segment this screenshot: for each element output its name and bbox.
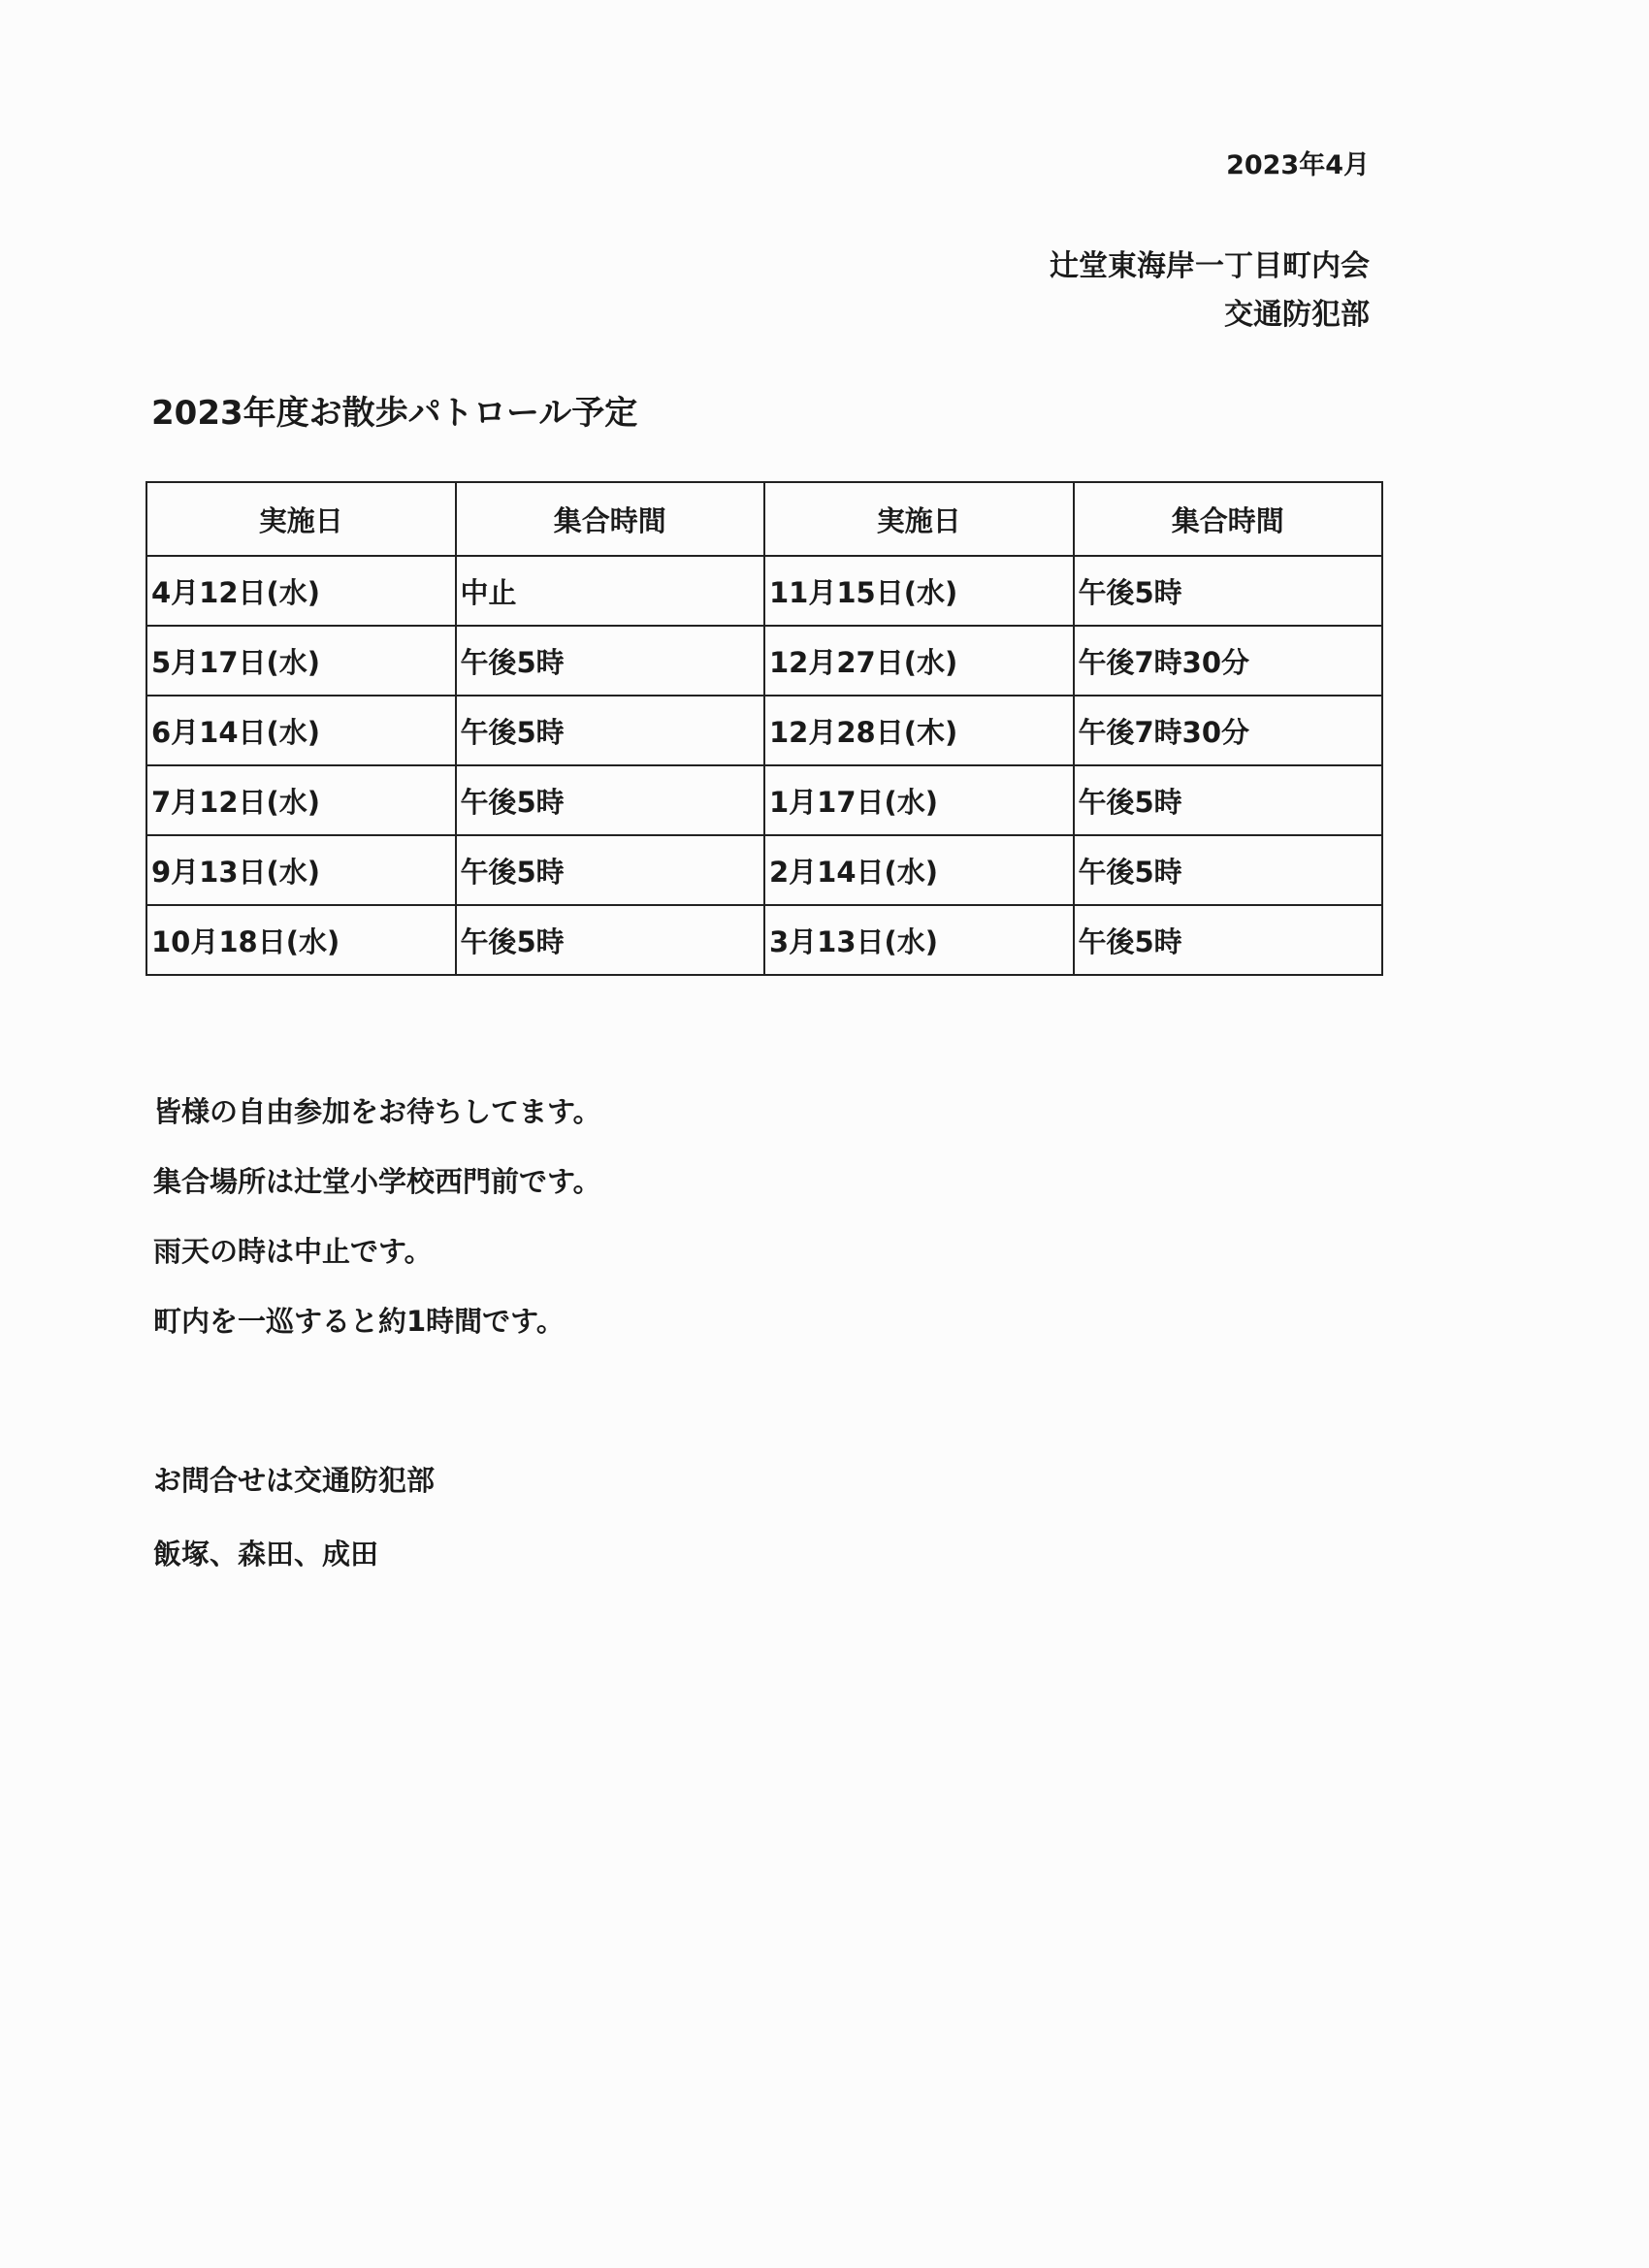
contact-line: お問合せは交通防犯部 [153,1464,436,1497]
table-row [146,835,1382,905]
table-row [146,696,1382,765]
table-header-row [146,482,1382,556]
table-cell: 2月14日(水) [764,835,1074,905]
header-date-2: 実施日 [764,482,1074,556]
table-cell: 9月13日(水) [146,835,456,905]
table-cell: 6月14日(水) [146,696,456,765]
table-row [146,556,1382,626]
department-name: 交通防犯部 [1224,298,1370,332]
table-row [146,905,1382,975]
document-title: 2023年度お散歩パトロール予定 [151,394,638,433]
table-cell: 5月17日(水) [146,626,456,696]
header-time-1: 集合時間 [456,482,765,556]
table-row [146,626,1382,696]
table-row [146,765,1382,835]
table-cell: 午後7時30分 [1074,626,1383,696]
table-cell: 4月12日(水) [146,556,456,626]
table-cell: 11月15日(水) [764,556,1074,626]
header-date-1: 実施日 [146,482,456,556]
note-line: 雨天の時は中止です。 [153,1235,433,1268]
document-date: 2023年4月 [1226,150,1370,180]
table-cell: 午後5時 [456,696,765,765]
note-line: 町内を一巡すると約1時間です。 [153,1305,565,1338]
table-cell: 午後5時 [456,905,765,975]
table-cell: 3月13日(水) [764,905,1074,975]
header-time-2: 集合時間 [1074,482,1383,556]
notes-section [153,1086,601,1366]
table-cell: 12月27日(水) [764,626,1074,696]
organization-block [1050,243,1370,340]
table-cell: 午後5時 [1074,905,1383,975]
contact-section [153,1455,435,1603]
table-cell: 午後5時 [456,835,765,905]
note-line: 集合場所は辻堂小学校西門前です。 [153,1165,601,1198]
patrol-schedule-table [146,481,1383,976]
table-cell: 午後5時 [1074,556,1383,626]
table-cell: 午後7時30分 [1074,696,1383,765]
table-cell: 中止 [456,556,765,626]
contact-names: 飯塚、森田、成田 [153,1538,379,1571]
organization-name: 辻堂東海岸一丁目町内会 [1050,249,1370,283]
table-cell: 午後5時 [456,626,765,696]
table-cell: 12月28日(木) [764,696,1074,765]
note-line: 皆様の自由参加をお待ちしてます。 [153,1095,601,1128]
table-cell: 1月17日(水) [764,765,1074,835]
table-cell: 7月12日(水) [146,765,456,835]
table-cell: 午後5時 [1074,765,1383,835]
table-cell: 午後5時 [456,765,765,835]
table-cell: 午後5時 [1074,835,1383,905]
table-cell: 10月18日(水) [146,905,456,975]
